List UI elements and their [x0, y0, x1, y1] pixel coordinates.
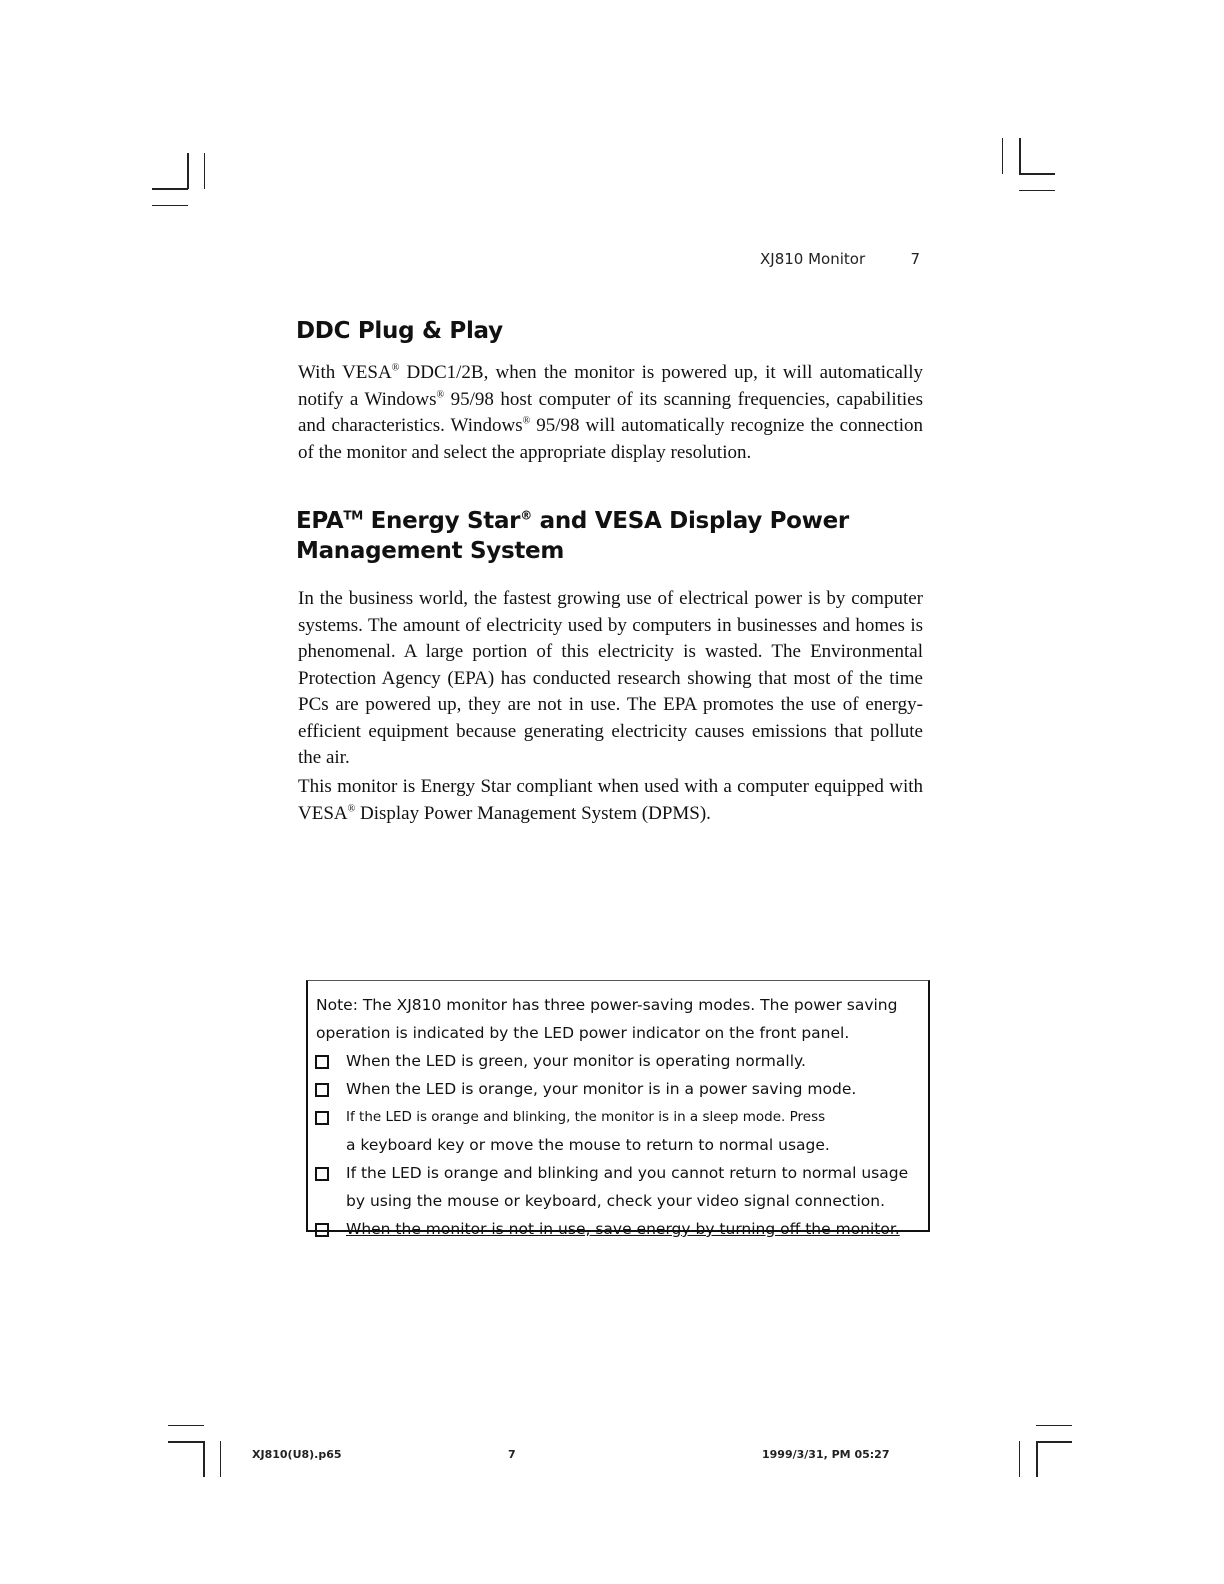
registered-mark: ® [522, 415, 531, 427]
epa-paragraph-1: In the business world, the fastest growing use of electrical power is by computer systems. The amount of electricity used by computers in businesses and homes is phenomenal. A large portion of this electricity is wasted. The Environmental Protection Agency (EPA) has conducted research showing that most of the time PCs are powered up, they are not in use. The EPA promotes the use of energy-efficient equipment because generating electricity causes emissions that pollute the air. [298, 588, 923, 768]
checkbox-icon [315, 1083, 329, 1097]
heading-rest: and VESA Display Power Management System [296, 508, 849, 564]
checkbox-icon [315, 1223, 329, 1237]
crop-mark [220, 1441, 221, 1477]
ddc-paragraph [298, 360, 923, 466]
header-title: XJ810 Monitor [760, 250, 866, 268]
note-item [308, 1047, 928, 1075]
crop-mark [1002, 138, 1003, 174]
note-box [306, 980, 930, 1238]
checkbox-icon [315, 1111, 329, 1125]
note-item [308, 1075, 928, 1103]
crop-mark [1019, 1441, 1020, 1477]
crop-mark [1036, 1441, 1038, 1477]
crop-mark [152, 188, 188, 190]
header-page-number: 7 [910, 250, 920, 268]
registered-mark: ® [347, 803, 356, 815]
note-list [308, 1047, 928, 1243]
note-item [308, 1215, 928, 1243]
crop-mark [1019, 190, 1055, 191]
note-item-text: When the monitor is not in use, save energy by turning off the monitor. [346, 1220, 900, 1238]
crop-mark [203, 1441, 205, 1477]
note-item [308, 1103, 928, 1159]
registered-mark: ® [391, 362, 400, 374]
heading-energy-star: Energy Star [362, 508, 521, 534]
section-heading-ddc: DDC Plug & Play [296, 318, 503, 344]
registered-mark: ® [436, 389, 445, 401]
crop-mark [204, 153, 205, 189]
crop-mark [1019, 173, 1055, 175]
note-item-continuation: a keyboard key or move the mouse to return to normal usage. [346, 1136, 830, 1154]
registered-mark: ® [520, 508, 532, 523]
ddc-text: 95/98 will automatically recognize the connection of the monitor and select the appropriate display resolution. [298, 415, 923, 463]
note-item-text: If the LED is orange and blinking, the monitor is in a sleep mode. Press [346, 1109, 826, 1125]
epa-text: Display Power Management System (DPMS). [355, 802, 711, 824]
note-item-text: If the LED is orange and blinking and you cannot return to normal usage by using the mouse or keyboard, check your video signal connection. [346, 1164, 909, 1210]
crop-mark [168, 1441, 204, 1443]
footer-page: 7 [508, 1448, 516, 1461]
checkbox-icon [315, 1167, 329, 1181]
crop-mark [1036, 1441, 1072, 1443]
footer-timestamp: 1999/3/31, PM 05:27 [762, 1448, 890, 1461]
section-heading-epa [296, 506, 926, 566]
trademark-mark: TM [343, 508, 363, 523]
running-header [760, 250, 920, 268]
crop-mark [187, 153, 189, 189]
epa-text: This monitor is Energy Star compliant when used with a computer equipped with VESA [298, 776, 923, 824]
epa-paragraph-2 [298, 774, 923, 827]
note-intro: Note: The XJ810 monitor has three power-saving modes. The power saving operation is indicated by the LED power indicator on the front panel. [316, 996, 898, 1042]
crop-mark [168, 1425, 204, 1426]
note-item [308, 1159, 928, 1215]
checkbox-icon [315, 1055, 329, 1069]
ddc-text: 95/98 host computer of its scanning frequencies, capabilities and characteristics. Windows [298, 388, 923, 436]
heading-epa: EPA [296, 508, 344, 534]
note-item-text: When the LED is orange, your monitor is in a power saving mode. [346, 1080, 857, 1098]
crop-mark [1036, 1425, 1072, 1426]
footer-file: XJ810(U8).p65 [252, 1448, 342, 1461]
crop-mark [152, 205, 188, 206]
note-item-text: When the LED is green, your monitor is operating normally. [346, 1052, 806, 1070]
ddc-text: DDC1/2B, when the monitor is powered up, it will automatically notify a Windows [298, 362, 923, 410]
crop-mark [1019, 138, 1021, 174]
ddc-text: With VESA [298, 362, 392, 383]
